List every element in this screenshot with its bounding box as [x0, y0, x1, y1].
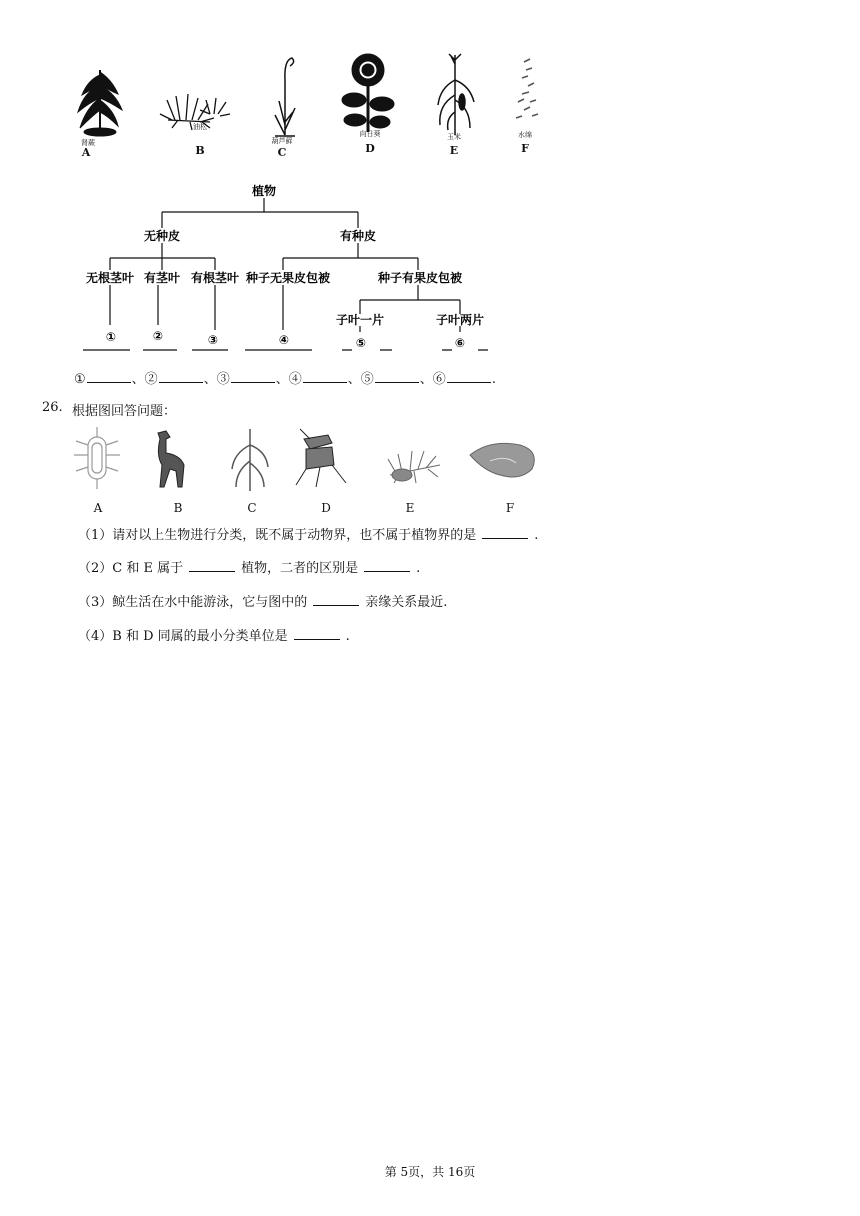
answer-blank-1[interactable]	[87, 370, 131, 383]
answer-blank-4[interactable]	[303, 370, 347, 383]
answer-blank-q2b[interactable]	[364, 559, 410, 572]
subquestion-2-text-b: 植物，二者的区别是	[241, 561, 359, 576]
tree-marker-6: ⑥	[454, 336, 466, 350]
plant-name-d: 向日葵	[359, 130, 381, 138]
answer-blank-q3[interactable]	[313, 593, 359, 606]
plant-letter-e: E	[449, 144, 459, 157]
answer-blank-5[interactable]	[375, 370, 419, 383]
plant-letter-f: F	[521, 142, 529, 155]
fungus-image	[470, 443, 534, 477]
question-number: 26.	[42, 400, 63, 415]
answer-blank-q1[interactable]	[482, 526, 528, 539]
organism-letter-d: D	[321, 501, 331, 515]
separator: 、	[275, 372, 289, 387]
tree-marker-3: ③	[207, 333, 219, 347]
plant-letter-b: B	[195, 144, 205, 157]
subquestion-3	[78, 591, 447, 610]
grasshopper-image	[296, 429, 346, 487]
plant-name-e: 玉米	[447, 133, 461, 141]
separator: 、	[131, 372, 145, 387]
tree-marker-2: ②	[152, 329, 164, 343]
subquestion-3-text-a: （3）鲸生活在水中能游泳，它与图中的	[78, 595, 308, 610]
period: .	[416, 561, 421, 576]
subquestion-4	[78, 625, 350, 644]
tree-root: 植物	[251, 184, 277, 198]
plant-letter-d: D	[365, 142, 375, 155]
tree-no-root-stem-leaf: 无根茎叶	[85, 271, 135, 285]
answer-marker-5: ⑤	[360, 372, 374, 387]
subquestion-2	[78, 557, 420, 576]
subquestion-1	[78, 524, 538, 543]
separator: 、	[347, 372, 361, 387]
answer-marker-2: ②	[144, 372, 158, 387]
answer-marker-1: ①	[74, 372, 86, 387]
tree-marker-1: ①	[105, 330, 117, 344]
subquestion-3-text-b: 亲缘关系最近.	[365, 595, 448, 610]
question-title: 根据图回答问题：	[72, 404, 177, 419]
organism-letter-f: F	[505, 501, 515, 515]
tree-marker-5: ⑤	[355, 336, 367, 350]
organism-letter-c: C	[247, 501, 257, 515]
answer-marker-4: ④	[288, 372, 302, 387]
plant-name-f: 水绵	[518, 131, 532, 139]
tree-seed-fruit: 种子有果皮包被	[377, 271, 463, 285]
organism-letter-a: A	[93, 501, 103, 515]
page-footer: 第 5页，共 16页	[384, 1165, 476, 1179]
plant-letter-a: A	[81, 146, 91, 159]
answer-line	[74, 368, 496, 387]
period: .	[534, 528, 539, 543]
tree-one-cotyledon: 子叶一片	[335, 313, 385, 327]
answer-marker-6: ⑥	[432, 372, 446, 387]
tree-stem-leaf: 有茎叶	[143, 271, 181, 285]
tree-no-seed-coat: 无种皮	[143, 229, 181, 243]
organism-drawings	[70, 425, 550, 495]
organism-letter-e: E	[405, 501, 415, 515]
period: .	[491, 372, 496, 387]
subquestion-1-text: （1）请对以上生物进行分类，既不属于动物界，也不属于植物界的是	[78, 528, 477, 543]
plant-name-b: 油松	[193, 123, 207, 131]
plant-letter-c: C	[277, 146, 287, 159]
plant-name-c: 葫芦藓	[271, 137, 293, 145]
tree-seed-no-fruit: 种子无果皮包被	[245, 271, 331, 285]
answer-blank-2[interactable]	[159, 370, 203, 383]
bacterium-image	[74, 427, 120, 489]
answer-blank-3[interactable]	[231, 370, 275, 383]
giraffe-image	[158, 431, 184, 487]
classification-tree	[0, 0, 860, 400]
separator: 、	[419, 372, 433, 387]
tree-marker-4: ④	[278, 333, 290, 347]
period: .	[345, 629, 350, 644]
separator: 、	[203, 372, 217, 387]
corn-plant-image	[232, 429, 268, 491]
answer-blank-q4[interactable]	[294, 627, 340, 640]
organism-letter-b: B	[173, 501, 183, 515]
tree-seed-coat: 有种皮	[339, 229, 377, 243]
subquestion-2-text-a: （2）C 和 E 属于	[78, 561, 184, 576]
tree-root-stem-leaf: 有根茎叶	[190, 271, 240, 285]
plant-name-a: 肾蕨	[81, 139, 95, 147]
answer-marker-3: ③	[216, 372, 230, 387]
tree-two-cotyledon: 子叶两片	[435, 313, 485, 327]
answer-blank-q2a[interactable]	[189, 559, 235, 572]
pine-branch-image	[388, 451, 440, 483]
subquestion-4-text: （4）B 和 D 同属的最小分类单位是	[78, 629, 288, 644]
answer-blank-6[interactable]	[447, 370, 491, 383]
